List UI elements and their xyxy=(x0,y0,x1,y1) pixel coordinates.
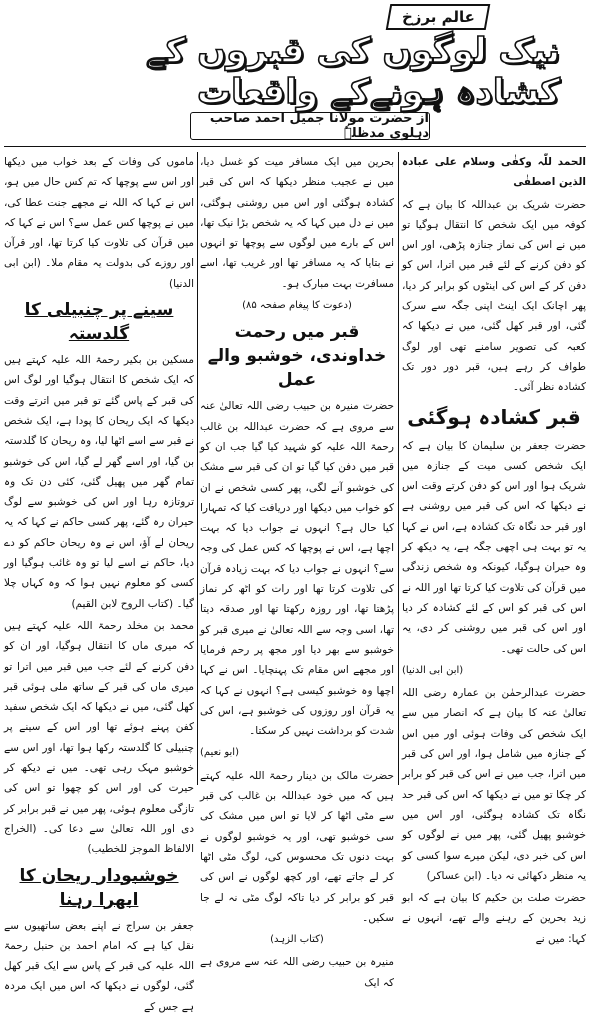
reference: (ابو نعیم) xyxy=(200,747,239,759)
paragraph: حضرت منیرہ بن حبیب رضی اللہ تعالیٰ عنہ سے مروی ہے کہ حضرت عبداللہ بن غالب رحمۃ اللہ علیہ کو شہید کیا گیا جب ان کو قبر میں دفن کیا گیا تو ان کی قبر سے مشک کی خوشبو آنے لگی، پھر کسی شخص نے ان کو خواب میں دیکھا اور دریافت کیا کہ تمہارا کیا حال ہے؟ انہوں نے جواب دیا کہ بہت اچھا ہے، اس نے پوچھا کہ کس عمل کی وجہ سے؟ انہوں نے جواب دیا کہ بہت زیادہ قرآن کی تلاوت کرتا تھا اور رات کو اٹھ کر نماز پڑھتا تھا، اور روزہ رکھتا تھا اور صدقہ دیتا تھا، اسی وجہ سے اللہ تعالیٰ نے میری قبر کو خوشبو سے بھر دیا اور مجھ پر رحم فرمایا اور مجھے اس مقام تک پہنچایا۔ اس نے کہا اچھا وہ خوشبو کیسی ہے؟ انہوں نے کہا کہ یہ قرآن اور روزوں کی خوشبو ہے، اس کی شدت کو برداشت نہیں کر سکتا۔ xyxy=(200,400,394,738)
column-middle xyxy=(200,152,394,989)
column-left xyxy=(4,152,194,1013)
column-rule-left xyxy=(197,152,198,785)
reference: (دعوت کا پیغام صفحہ ۸۵) xyxy=(242,300,352,312)
paragraph: ماموں کی وفات کے بعد خواب میں دیکھا اور اس سے پوچھا کہ تم کس حال میں ہو، اس نے کہا کہ اللہ نے مجھے جنت عطا کی، میں نے پوچھا کس عمل سے؟ اس نے کہا کہ میں قرآن کی تلاوت کیا کرتا تھا، اور قرآن اور روزے کی بدولت یہ مقام ملا۔ (ابن ابی الدنیا) xyxy=(4,156,194,290)
section-banner xyxy=(386,4,491,30)
section-heading: سینے پر چنبیلی کا گلدستہ xyxy=(24,300,174,345)
paragraph: مسکین بن بکیر رحمۃ اللہ علیہ کہتے ہیں کہ ایک شخص کا انتقال ہوگیا اور لوگ اس کی قبر کے پاس گئے تو قبر میں اترتے وقت دیکھا کہ ایک ریحان کا پودا ہے، ایک شخص نے قبر سے اسے اٹھا لیا، وہ ریحان کا گلدستہ بن گیا، اور اسے گھر لے گیا، اس کی خوشبو تمام گھر میں پھیل گئی، کئی دن تک وہ تروتازہ رہا اور اس کی خوشبو سے لوگ حیران رہ گئے، پھر کسی حاکم نے کہا کہ یہ ریحان لے آؤ، اس نے وہ ریحان حاکم کو دے دیا، حاکم نے اسے لیا تو وہ غائب ہوگیا اور کسی کو معلوم نہیں ہوا کہ وہ کہاں چلا گیا۔ (کتاب الروح لابن القیم) xyxy=(4,354,194,610)
section-heading: قبر میں رحمت خداوندی، خوشبو والے عمل xyxy=(207,322,387,391)
section-banner-label: عالم برزخ xyxy=(401,8,475,26)
reference: (کتاب الزہد) xyxy=(270,934,324,946)
paragraph: حضرت جعفر بن سلیمان کا بیان ہے کہ ایک شخص کسی میت کے جنازہ میں شریک ہوا اور اس کو دفن کرتے وقت اس نے دیکھا کہ اس کی قبر میں روشنی ہے اور قبر حد نگاہ تک کشادہ ہے، اس نے کہا یہ تو بہت ہی اچھی جگہ ہے، یہ دیکھ کر وہ حیران ہوگیا، کیونکہ وہ شخص زندگی میں قرآن کی تلاوت کیا کرتا تھا اور اللہ نے اس کی قبر کو اس کے لئے کشادہ کر دیا اور اس کی قبر میں روشنی کر دی، یہ اس کی حالت تھی۔ xyxy=(402,439,586,655)
column-right xyxy=(402,152,586,945)
reference: (ابن ابی الدنیا) xyxy=(402,664,464,676)
header-divider xyxy=(4,146,586,147)
opening-praise: الحمد للّٰہ وکفٰی وسلام علی عبادہ الذین اصطفٰی xyxy=(402,156,586,189)
article-headline xyxy=(40,31,560,112)
paragraph: منیرہ بن حبیب رضی اللہ عنہ سے مروی ہے کہ ایک xyxy=(200,956,394,989)
author-byline: از حضرت مولانا جمیل احمد صاحب دہلوی مدظلہٗ xyxy=(190,112,430,140)
section-heading: خوشبودار ریحان کا ابھرا رہنا xyxy=(19,865,179,910)
article-headline-text: نیک لوگوں کی قبروں کے کشادہ ہونےکے واقعات xyxy=(145,31,560,112)
section-heading: قبر کشادہ ہوگئی xyxy=(407,404,581,429)
paragraph: حضرت مالک بن دینار رحمۃ اللہ علیہ کہتے ہیں کہ میں خود عبداللہ بن غالب کی قبر سے مٹی اٹھا کر لایا تو اس میں مشک کی سی خوشبو تھی، اور یہ خوشبو لوگوں نے بہت دنوں تک محسوس کی، لوگ مٹی اٹھا کر لے جاتے تھے، اور کچھ لوگوں نے اس کی قبر کو برابر کر دیا تاکہ لوگ مٹی نہ لے جا سکیں۔ xyxy=(200,769,394,924)
column-rule-right xyxy=(398,152,399,785)
paragraph: حضرت صلت بن حکیم کا بیان ہے کہ ابو زید بحرین کے رہنے والے تھے، انہوں نے کہا: میں نے xyxy=(402,892,586,945)
paragraph: بحرین میں ایک مسافر میت کو غسل دیا، میں نے عجیب منظر دیکھا کہ اس کی قبر کشادہ ہوگئی اور اس میں روشنی ہوگئی، میں نے دل میں کہا کہ یہ شخص بڑا نیک تھا، اس کے بارے میں لوگوں سے پوچھا تو انہوں نے بتایا کہ یہ مسافر تھا اور غریب تھا، اسے مسافرت بہت مبارک ہو۔ xyxy=(200,156,394,290)
paragraph: محمد بن مخلد رحمۃ اللہ علیہ کہتے ہیں کہ میری ماں کا انتقال ہوگیا، اور ان کو دفن کرنے کے لئے جب میں قبر میں اترا تو میری ماں کی قبر کے ساتھ ملی ہوئی قبر کھل گئی، میں نے دیکھا کہ ایک شخص سفید کفن پہنے ہوئے تھا اور اس کے سینے پر چنبیلی کا گلدستہ رکھا ہوا تھا، اور اس سے خوشبو مہک رہی تھی۔ میں نے دیکھ کر حیرت کی اور اس کو چھوا تو اس کی تازگی معلوم ہوئی، پھر میں نے قبر برابر کر دی اور اللہ تعالیٰ سے دعا کی۔ (الخراج الالفاظ الموجز للخطیب) xyxy=(4,619,194,856)
paragraph: حضرت عبدالرحمٰن بن عمارہ رضی اللہ تعالیٰ عنہ کا بیان ہے کہ انصار میں سے ایک شخص کی وفات ہوئی اور میں اس کے جنازہ میں شامل ہوا، اور اس کی قبر میں اترا، جب میں نے اس کی قبر کو برابر کر چکا تو میں نے دیکھا کہ اس کی قبر حد نگاہ تک کشادہ ہوگئی، اور اس میں خوشبو پھیل گئی، پھر میں نے لوگوں کو اس کی خبر دی، لیکن میرے سوا کسی کو یہ منظر دکھائی نہ دیا۔ (ابن عساکر) xyxy=(402,687,586,882)
paragraph: جعفر بن سراج نے اپنے بعض ساتھیوں سے نقل کیا ہے کہ امام احمد بن حنبل رحمۃ اللہ علیہ کی قبر کے پاس سے ایک قبر کھل گئی، لوگوں نے دیکھا کہ اس میں ایک مردہ ہے جس کے xyxy=(4,919,194,1013)
paragraph: حضرت شریک بن عبداللہ کا بیان ہے کہ کوفہ میں ایک شخص کا انتقال ہوگیا تو میں نے اس کی نماز جنازہ پڑھی، اور اس کو دفن کرنے کے لئے قبر میں اترا، اس کو دفن کر کے اس کی اینٹوں کو برابر کر دیا، پھر اچانک ایک اینٹ اپنی جگہ سے سرک گئی، اور قبر کھل گئی، میں نے دیکھا کہ کعبہ کی تصویر سامنے تھی اور لوگ طواف کر رہے ہیں، قبر دور دور تک کشادہ نظر آئی۔ xyxy=(402,198,586,394)
